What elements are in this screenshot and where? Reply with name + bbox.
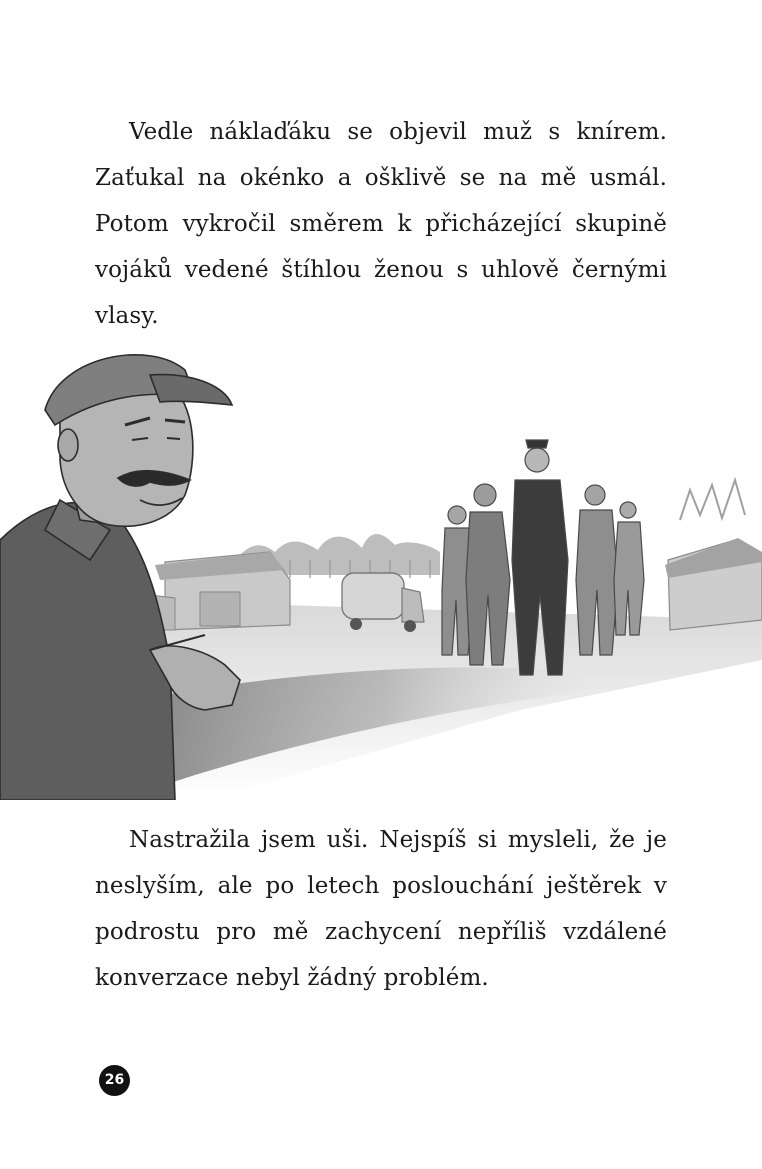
paragraph-1: Vedle náklaďáku se objevil muž s knírem. Zaťukal na okénko a ošklivě se na mě usmál. Potom vykročil směrem k přicházející skupině vojáků vedené štíhlou ženou s uhlově černými vlasy. xyxy=(95,119,667,329)
paragraph-2: Nastražila jsem uši. Nejspíš si mysleli, že je neslyším, ale po letech poslouchání ještěrek v podrostu pro mě zachycení nepříliš vzdálené konverzace nebyl žádný problém. xyxy=(95,827,667,991)
illustration-man-with-mustache-and-soldiers xyxy=(0,330,762,800)
page-number-badge: 26 xyxy=(99,1065,130,1096)
building-right xyxy=(665,480,762,630)
